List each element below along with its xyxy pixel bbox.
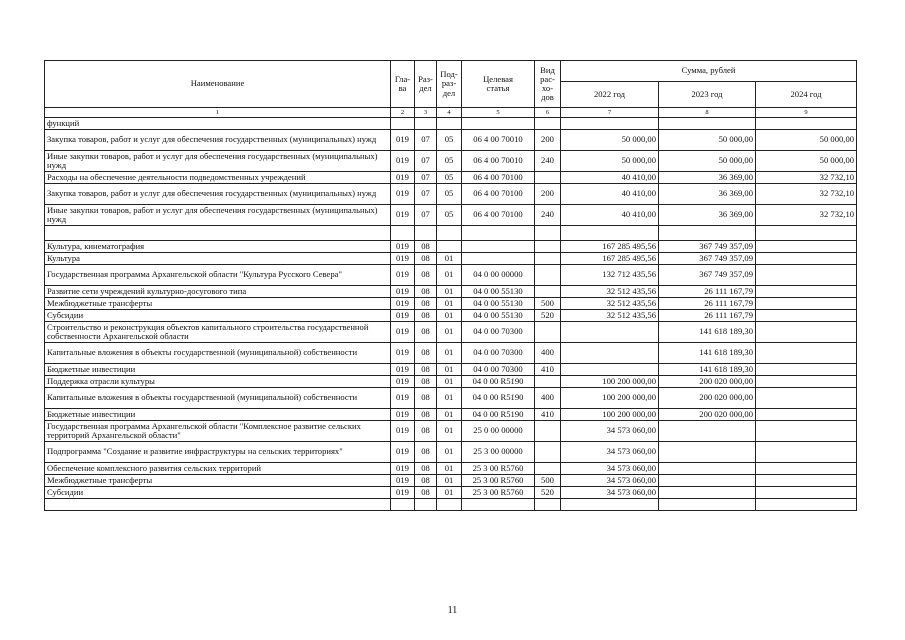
section-cell: 08	[415, 322, 437, 343]
sum-2023-cell	[659, 499, 756, 511]
sum-2022-cell	[561, 343, 659, 364]
table-row	[45, 172, 857, 184]
column-number: 5	[462, 108, 535, 118]
table-row	[45, 343, 857, 364]
sum-2022-cell: 32 512 435,56	[561, 286, 659, 298]
target-article-cell: 04 0 00 70300	[462, 364, 535, 376]
header-target-article: Целевая статья	[462, 61, 535, 108]
target-article-cell: 04 0 00 55130	[462, 286, 535, 298]
sum-2022-cell: 34 573 060,00	[561, 475, 659, 487]
row-name-cell: Бюджетные инвестиции	[45, 409, 391, 421]
target-article-cell	[462, 226, 535, 241]
expense-type-cell	[535, 253, 561, 265]
table-row	[45, 151, 857, 172]
section-cell: 07	[415, 205, 437, 226]
target-article-cell: 04 0 00 55130	[462, 298, 535, 310]
chapter-cell: 019	[391, 151, 415, 172]
row-name-cell: Субсидии	[45, 487, 391, 499]
row-name-cell: Субсидии	[45, 310, 391, 322]
subsection-cell: 01	[437, 343, 462, 364]
header-glava: Гла- ва	[391, 61, 415, 108]
section-cell: 08	[415, 388, 437, 409]
column-number: 3	[415, 108, 437, 118]
table-row	[45, 130, 857, 151]
expense-type-cell: 500	[535, 475, 561, 487]
sum-2022-cell: 40 410,00	[561, 205, 659, 226]
target-article-cell: 25 0 00 00000	[462, 421, 535, 442]
table-row	[45, 463, 857, 475]
table-row	[45, 241, 857, 253]
subsection-cell: 01	[437, 322, 462, 343]
target-article-cell: 06 4 00 70010	[462, 151, 535, 172]
row-name-cell: Иные закупки товаров, работ и услуг для обеспечения государственных (муниципальных) нужд	[45, 205, 391, 226]
row-name-cell	[45, 226, 391, 241]
row-name-cell: Закупка товаров, работ и услуг для обеспечения государственных (муниципальных) нужд	[45, 130, 391, 151]
sum-2022-cell: 34 573 060,00	[561, 487, 659, 499]
chapter-cell: 019	[391, 265, 415, 286]
target-article-cell	[462, 241, 535, 253]
target-article-cell: 06 4 00 70100	[462, 172, 535, 184]
sum-2024-cell	[756, 241, 857, 253]
subsection-cell: 05	[437, 205, 462, 226]
chapter-cell: 019	[391, 364, 415, 376]
sum-2024-cell	[756, 442, 857, 463]
sum-2024-cell	[756, 265, 857, 286]
subsection-cell: 01	[437, 286, 462, 298]
section-cell	[415, 118, 437, 130]
table-row	[45, 499, 857, 511]
row-name-cell: Межбюджетные трансферты	[45, 298, 391, 310]
budget-table	[44, 60, 857, 511]
subsection-cell: 01	[437, 310, 462, 322]
row-name-cell: Бюджетные инвестиции	[45, 364, 391, 376]
sum-2024-cell	[756, 118, 857, 130]
chapter-cell: 019	[391, 172, 415, 184]
subsection-cell: 01	[437, 253, 462, 265]
sum-2024-cell	[756, 388, 857, 409]
expense-type-cell: 200	[535, 184, 561, 205]
row-name-cell: Строительство и реконструкция объектов капитального строительства государственной собственности Архангельской области	[45, 322, 391, 343]
sum-2023-cell: 141 618 189,30	[659, 322, 756, 343]
target-article-cell: 06 4 00 70100	[462, 184, 535, 205]
table-row	[45, 364, 857, 376]
subsection-cell: 01	[437, 298, 462, 310]
sum-2022-cell: 32 512 435,56	[561, 310, 659, 322]
section-cell	[415, 499, 437, 511]
target-article-cell	[462, 253, 535, 265]
subsection-cell: 01	[437, 265, 462, 286]
chapter-cell	[391, 499, 415, 511]
chapter-cell: 019	[391, 388, 415, 409]
sum-2022-cell: 167 285 495,56	[561, 241, 659, 253]
subsection-cell	[437, 499, 462, 511]
sum-2022-cell: 34 573 060,00	[561, 463, 659, 475]
sum-2024-cell: 32 732,10	[756, 205, 857, 226]
row-name-cell: Развитие сети учреждений культурно-досугового типа	[45, 286, 391, 298]
table-row	[45, 421, 857, 442]
expense-type-cell	[535, 442, 561, 463]
header-podrazdel: Под- раз- дел	[437, 61, 462, 108]
chapter-cell: 019	[391, 343, 415, 364]
subsection-cell: 01	[437, 475, 462, 487]
sum-2024-cell: 50 000,00	[756, 151, 857, 172]
sum-2022-cell: 40 410,00	[561, 184, 659, 205]
column-number: 2	[391, 108, 415, 118]
subsection-cell: 01	[437, 442, 462, 463]
expense-type-cell: 500	[535, 298, 561, 310]
sum-2023-cell: 50 000,00	[659, 151, 756, 172]
section-cell: 08	[415, 364, 437, 376]
expense-type-cell	[535, 421, 561, 442]
sum-2023-cell	[659, 421, 756, 442]
target-article-cell: 04 0 00 R5190	[462, 388, 535, 409]
expense-type-cell: 240	[535, 151, 561, 172]
sum-2023-cell: 36 369,00	[659, 172, 756, 184]
sum-2022-cell	[561, 322, 659, 343]
subsection-cell: 01	[437, 421, 462, 442]
chapter-cell: 019	[391, 487, 415, 499]
table-row	[45, 388, 857, 409]
chapter-cell: 019	[391, 463, 415, 475]
sum-2024-cell	[756, 310, 857, 322]
sum-2024-cell	[756, 499, 857, 511]
sum-2023-cell: 200 020 000,00	[659, 388, 756, 409]
section-cell: 08	[415, 343, 437, 364]
sum-2022-cell: 167 285 495,56	[561, 253, 659, 265]
row-name-cell: Культура	[45, 253, 391, 265]
sum-2024-cell: 32 732,10	[756, 172, 857, 184]
chapter-cell: 019	[391, 205, 415, 226]
sum-2022-cell: 100 200 000,00	[561, 409, 659, 421]
expense-type-cell	[535, 172, 561, 184]
expense-type-cell	[535, 499, 561, 511]
sum-2022-cell: 32 512 435,56	[561, 298, 659, 310]
header-sum: Сумма, рублей	[561, 61, 857, 82]
table-row	[45, 322, 857, 343]
row-name-cell: Обеспечение комплексного развития сельских территорий	[45, 463, 391, 475]
expense-type-cell: 400	[535, 388, 561, 409]
chapter-cell: 019	[391, 286, 415, 298]
expense-type-cell	[535, 376, 561, 388]
sum-2023-cell: 141 618 189,30	[659, 364, 756, 376]
header-name: Наименование	[45, 61, 391, 108]
chapter-cell: 019	[391, 442, 415, 463]
target-article-cell: 04 0 00 00000	[462, 265, 535, 286]
sum-2024-cell	[756, 253, 857, 265]
row-name-cell: Межбюджетные трансферты	[45, 475, 391, 487]
chapter-cell: 019	[391, 130, 415, 151]
table-row	[45, 286, 857, 298]
sum-2022-cell: 50 000,00	[561, 130, 659, 151]
expense-type-cell: 400	[535, 343, 561, 364]
target-article-cell: 06 4 00 70100	[462, 205, 535, 226]
target-article-cell: 25 3 00 R5760	[462, 475, 535, 487]
sum-2023-cell	[659, 475, 756, 487]
expense-type-cell	[535, 118, 561, 130]
header-razdel: Раз- дел	[415, 61, 437, 108]
chapter-cell: 019	[391, 376, 415, 388]
sum-2022-cell: 100 200 000,00	[561, 376, 659, 388]
subsection-cell: 01	[437, 409, 462, 421]
expense-type-cell: 520	[535, 487, 561, 499]
row-name-cell: Поддержка отрасли культуры	[45, 376, 391, 388]
target-article-cell: 04 0 00 R5190	[462, 376, 535, 388]
section-cell: 08	[415, 310, 437, 322]
sum-2023-cell: 26 111 167,79	[659, 298, 756, 310]
row-name-cell: Государственная программа Архангельской области "Культура Русского Севера"	[45, 265, 391, 286]
expense-type-cell: 520	[535, 310, 561, 322]
sum-2024-cell	[756, 298, 857, 310]
expense-type-cell	[535, 286, 561, 298]
expense-type-cell	[535, 241, 561, 253]
target-article-cell	[462, 499, 535, 511]
sum-2024-cell	[756, 226, 857, 241]
sum-2023-cell: 26 111 167,79	[659, 286, 756, 298]
sum-2023-cell	[659, 463, 756, 475]
chapter-cell: 019	[391, 241, 415, 253]
sum-2024-cell: 32 732,10	[756, 184, 857, 205]
chapter-cell	[391, 226, 415, 241]
column-number: 9	[756, 108, 857, 118]
row-name-cell: Культура, кинематография	[45, 241, 391, 253]
section-cell: 08	[415, 463, 437, 475]
target-article-cell: 25 3 00 R5760	[462, 487, 535, 499]
table-row	[45, 118, 857, 130]
expense-type-cell	[535, 265, 561, 286]
sum-2022-cell: 40 410,00	[561, 172, 659, 184]
sum-2024-cell	[756, 376, 857, 388]
sum-2023-cell: 367 749 357,09	[659, 265, 756, 286]
row-name-cell	[45, 499, 391, 511]
subsection-cell: 05	[437, 151, 462, 172]
chapter-cell: 019	[391, 253, 415, 265]
section-cell: 08	[415, 442, 437, 463]
row-name-cell: Иные закупки товаров, работ и услуг для обеспечения государственных (муниципальных) нужд	[45, 151, 391, 172]
sum-2024-cell	[756, 343, 857, 364]
sum-2023-cell: 36 369,00	[659, 184, 756, 205]
subsection-cell	[437, 118, 462, 130]
table-row	[45, 184, 857, 205]
column-number: 6	[535, 108, 561, 118]
section-cell: 08	[415, 475, 437, 487]
table-row	[45, 298, 857, 310]
row-name-cell: Подпрограмма "Создание и развитие инфраструктуры на сельских территориях"	[45, 442, 391, 463]
header-year-2022: 2022 год	[561, 82, 659, 108]
table-row	[45, 475, 857, 487]
section-cell: 07	[415, 151, 437, 172]
sum-2023-cell	[659, 226, 756, 241]
row-name-cell: Расходы на обеспечение деятельности подведомственных учреждений	[45, 172, 391, 184]
table-row	[45, 205, 857, 226]
chapter-cell: 019	[391, 310, 415, 322]
sum-2024-cell: 50 000,00	[756, 130, 857, 151]
section-cell: 08	[415, 421, 437, 442]
subsection-cell: 05	[437, 130, 462, 151]
sum-2024-cell	[756, 421, 857, 442]
expense-type-cell: 410	[535, 409, 561, 421]
table-row	[45, 310, 857, 322]
sum-2024-cell	[756, 409, 857, 421]
sum-2024-cell	[756, 364, 857, 376]
expense-type-cell: 240	[535, 205, 561, 226]
table-row	[45, 226, 857, 241]
target-article-cell: 04 0 00 55130	[462, 310, 535, 322]
target-article-cell: 25 3 00 00000	[462, 442, 535, 463]
expense-type-cell	[535, 226, 561, 241]
column-number-row	[45, 108, 857, 118]
header-year-2024: 2024 год	[756, 82, 857, 108]
table-row	[45, 265, 857, 286]
sum-2023-cell: 36 369,00	[659, 205, 756, 226]
sum-2022-cell	[561, 226, 659, 241]
sum-2023-cell: 26 111 167,79	[659, 310, 756, 322]
column-number: 7	[561, 108, 659, 118]
sum-2022-cell: 50 000,00	[561, 151, 659, 172]
expense-type-cell	[535, 322, 561, 343]
column-number: 4	[437, 108, 462, 118]
sum-2023-cell: 200 020 000,00	[659, 409, 756, 421]
section-cell: 08	[415, 376, 437, 388]
target-article-cell: 25 3 00 R5760	[462, 463, 535, 475]
section-cell: 08	[415, 265, 437, 286]
section-cell: 08	[415, 409, 437, 421]
table-row	[45, 376, 857, 388]
row-name-cell: функций	[45, 118, 391, 130]
target-article-cell: 04 0 00 R5190	[462, 409, 535, 421]
section-cell: 07	[415, 130, 437, 151]
sum-2022-cell: 34 573 060,00	[561, 442, 659, 463]
target-article-cell: 04 0 00 70300	[462, 343, 535, 364]
row-name-cell: Капитальные вложения в объекты государственной (муниципальной) собственности	[45, 343, 391, 364]
sum-2023-cell: 367 749 357,09	[659, 253, 756, 265]
table-row	[45, 487, 857, 499]
sum-2023-cell: 141 618 189,30	[659, 343, 756, 364]
subsection-cell: 01	[437, 376, 462, 388]
subsection-cell: 01	[437, 487, 462, 499]
sum-2022-cell: 34 573 060,00	[561, 421, 659, 442]
row-name-cell: Государственная программа Архангельской области "Комплексное развитие сельских территорий Архангельской области"	[45, 421, 391, 442]
subsection-cell: 01	[437, 463, 462, 475]
header-expense-type: Вид рас- хо- дов	[535, 61, 561, 108]
column-number: 1	[45, 108, 391, 118]
sum-2022-cell	[561, 499, 659, 511]
sum-2024-cell	[756, 475, 857, 487]
sum-2022-cell	[561, 118, 659, 130]
chapter-cell: 019	[391, 409, 415, 421]
section-cell: 08	[415, 298, 437, 310]
chapter-cell	[391, 118, 415, 130]
expense-type-cell: 200	[535, 130, 561, 151]
subsection-cell: 01	[437, 364, 462, 376]
table-row	[45, 442, 857, 463]
chapter-cell: 019	[391, 184, 415, 205]
sum-2022-cell	[561, 364, 659, 376]
table-row	[45, 253, 857, 265]
table-row	[45, 409, 857, 421]
column-number: 8	[659, 108, 756, 118]
sum-2022-cell: 132 712 435,56	[561, 265, 659, 286]
chapter-cell: 019	[391, 298, 415, 310]
section-cell: 07	[415, 172, 437, 184]
sum-2024-cell	[756, 463, 857, 475]
section-cell: 07	[415, 184, 437, 205]
subsection-cell: 05	[437, 172, 462, 184]
expense-type-cell	[535, 463, 561, 475]
section-cell: 08	[415, 286, 437, 298]
subsection-cell: 05	[437, 184, 462, 205]
section-cell: 08	[415, 487, 437, 499]
sum-2024-cell	[756, 487, 857, 499]
target-article-cell	[462, 118, 535, 130]
sum-2022-cell: 100 200 000,00	[561, 388, 659, 409]
table-body	[45, 118, 857, 511]
sum-2023-cell: 50 000,00	[659, 130, 756, 151]
subsection-cell: 01	[437, 388, 462, 409]
sum-2024-cell	[756, 322, 857, 343]
header-year-2023: 2023 год	[659, 82, 756, 108]
section-cell: 08	[415, 253, 437, 265]
page-number: 11	[447, 605, 458, 616]
subsection-cell	[437, 226, 462, 241]
target-article-cell: 06 4 00 70010	[462, 130, 535, 151]
chapter-cell: 019	[391, 475, 415, 487]
sum-2023-cell	[659, 442, 756, 463]
target-article-cell: 04 0 00 70300	[462, 322, 535, 343]
chapter-cell: 019	[391, 421, 415, 442]
sum-2023-cell: 367 749 357,09	[659, 241, 756, 253]
sum-2024-cell	[756, 286, 857, 298]
chapter-cell: 019	[391, 322, 415, 343]
sum-2023-cell	[659, 118, 756, 130]
row-name-cell: Закупка товаров, работ и услуг для обеспечения государственных (муниципальных) нужд	[45, 184, 391, 205]
section-cell	[415, 226, 437, 241]
sum-2023-cell: 200 020 000,00	[659, 376, 756, 388]
expense-type-cell: 410	[535, 364, 561, 376]
subsection-cell	[437, 241, 462, 253]
sum-2023-cell	[659, 487, 756, 499]
section-cell: 08	[415, 241, 437, 253]
row-name-cell: Капитальные вложения в объекты государственной (муниципальной) собственности	[45, 388, 391, 409]
